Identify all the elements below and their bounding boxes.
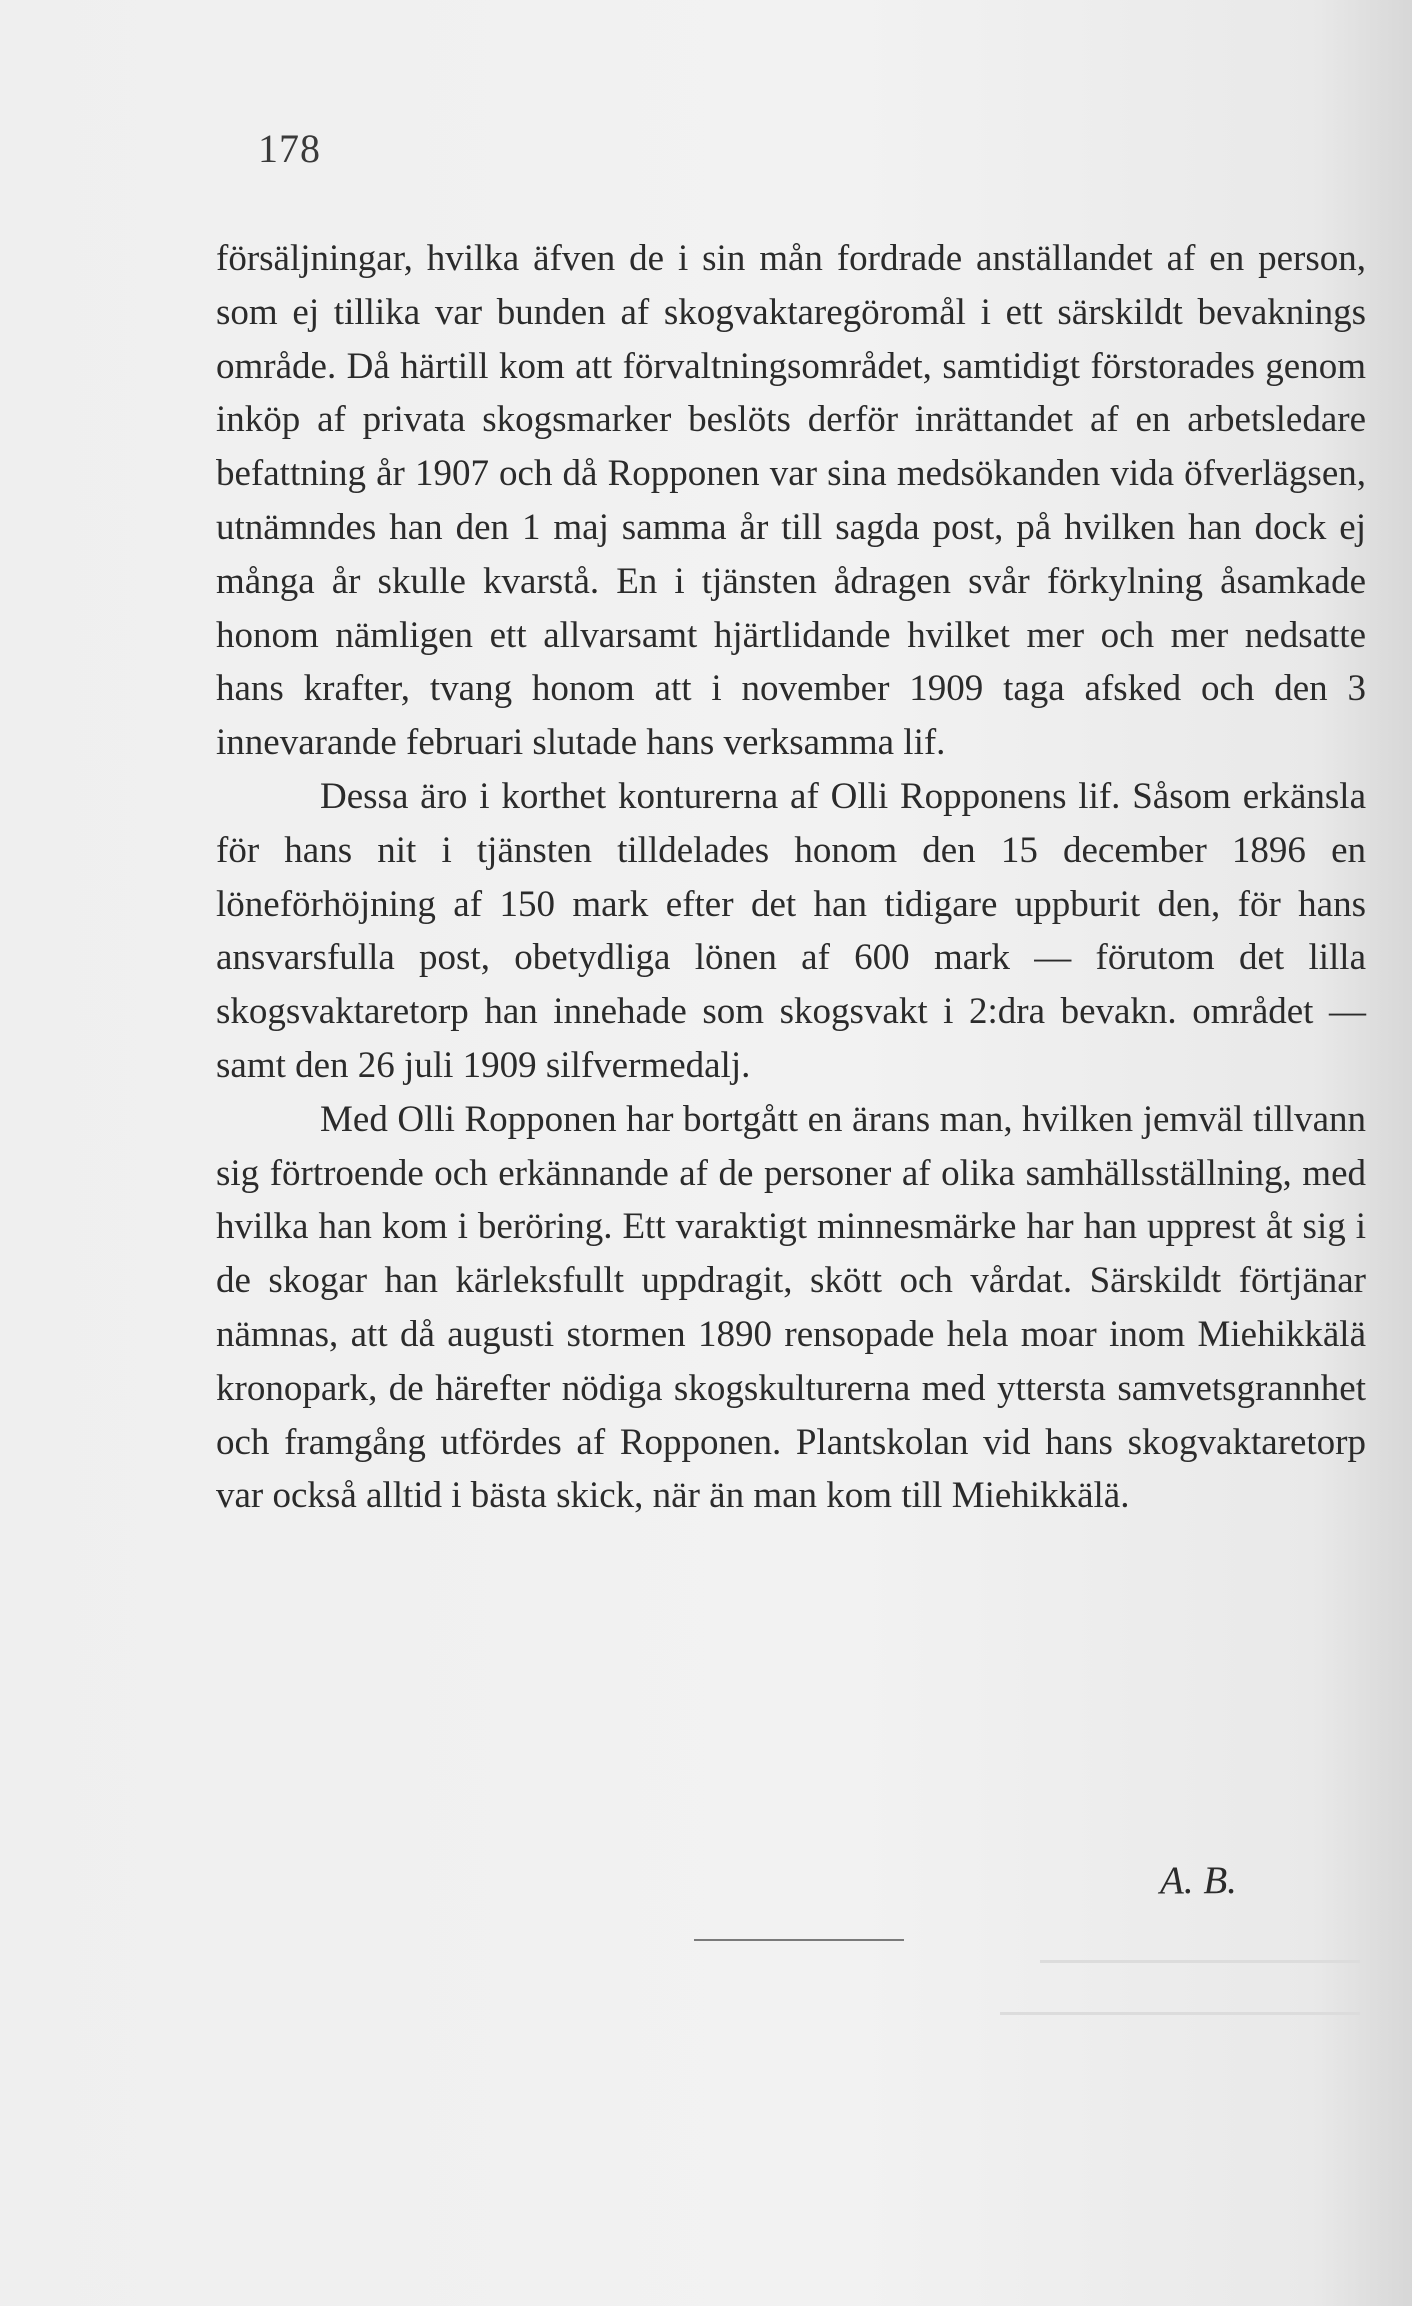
paragraph-2: Dessa äro i korthet konturerna af Olli Ropponens lif. Såsom erkänsla för hans nit i tjänsten tilldelades honom den 15 december 1896 en löneförhöjning af 150 mark efter det han tidigare uppburit den, för hans ansvarsfulla post, obetydliga lönen af 600 mark — förutom det lilla skogsvaktaretorp han innehade som skogsvakt i 2:dra bevakn. området — samt den 26 juli 1909 silfvermedalj. <box>216 775 1366 1086</box>
paragraph-3: Med Olli Ropponen har bortgått en ärans man, hvilken jemväl tillvann sig förtroende och erkännande af de personer af olika samhällsställning, med hvilka han kom i beröring. Ett varaktigt minnesmärke har han upprest åt sig i de skogar han kärleksfullt uppdragit, skött och vårdat. Särskildt förtjänar nämnas, att då augusti stormen 1890 rensopade hela moar inom Miehikkälä kronopark, de härefter nödiga skogskulturerna med yttersta samvetsgrannhet och framgång utfördes af Ropponen. Plantskolan vid hans skogvaktaretorp var också alltid i bästa skick, när än man kom till Miehikkälä. <box>216 1098 1366 1517</box>
page-number: 178 <box>258 126 321 171</box>
paragraph-1: försäljningar, hvilka äfven de i sin mån fordrade anställandet af en person, som ej tillika var bunden af skogvaktaregöromål i ett särskildt bevaknings område. Då härtill kom att förvaltningsområdet, samtidigt förstorades genom inköp af privata skogsmarker beslöts derför inrättandet af en arbetsledare befattning år 1907 och då Ropponen var sina medsökanden vida öfverlägsen, utnämndes han den 1 maj samma år till sagda post, på hvilken han dock ej många år skulle kvarstå. En i tjänsten ådragen svår förkylning åsamkade honom nämligen ett allvarsamt hjärtlidande hvilket mer och mer nedsatte hans krafter, tvang honom att i november 1909 taga afsked och den 3 innevarande februari slutade hans verksamma lif. <box>216 238 1366 764</box>
author-signature: A. B. <box>1160 1859 1237 1902</box>
show-through-mark <box>1000 2012 1360 2015</box>
article-body <box>216 232 1366 1523</box>
show-through-mark <box>1040 1960 1360 1963</box>
section-divider <box>694 1939 904 1941</box>
